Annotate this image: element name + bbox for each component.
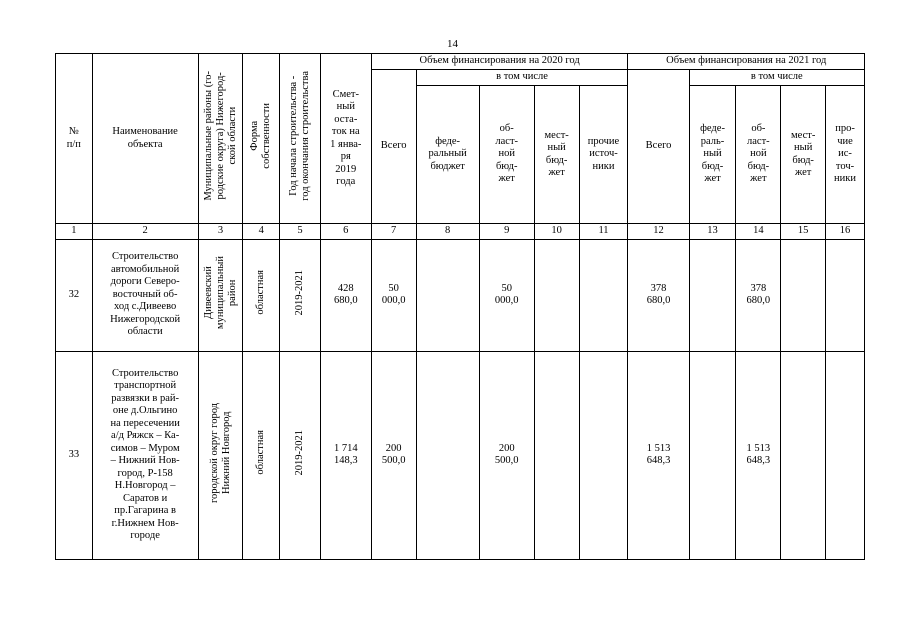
header-num: № п/п (56, 54, 93, 224)
header-fin-2020: Объем финансирования на 2020 год (371, 54, 628, 70)
row-fed-2020 (416, 351, 479, 559)
column-number: 16 (826, 224, 865, 240)
row-reg-2020: 50 000,0 (479, 239, 534, 351)
row-loc-2020 (534, 239, 579, 351)
header-years: Год начала строительства - год окончания строительства (280, 54, 321, 224)
header-loc-2020: мест- ный бюд- жет (534, 86, 579, 224)
column-number: 13 (689, 224, 736, 240)
column-number: 8 (416, 224, 479, 240)
column-number: 2 (92, 224, 198, 240)
row-oth-2020 (579, 239, 628, 351)
row-district: городской округ город Нижний Новгород (198, 351, 243, 559)
row-num: 32 (56, 239, 93, 351)
row-oth-2021 (826, 239, 865, 351)
header-fed-2020: феде- ральный бюджет (416, 86, 479, 224)
row-total-2021: 378 680,0 (628, 239, 689, 351)
header-fin-2021: Объем финансирования на 2021 год (628, 54, 865, 70)
row-total-2020: 50 000,0 (371, 239, 416, 351)
column-number: 4 (243, 224, 280, 240)
financing-table (55, 53, 865, 560)
header-total-2020: Всего (371, 70, 416, 224)
header-oth-2021: про- чие ис- точ- ники (826, 86, 865, 224)
row-oth-2021 (826, 351, 865, 559)
row-oth-2020 (579, 351, 628, 559)
header-fed-2021: феде- раль- ный бюд- жет (689, 86, 736, 224)
column-number: 6 (320, 224, 371, 240)
column-number: 12 (628, 224, 689, 240)
header-row-top (56, 54, 865, 70)
header-including-2021: в том числе (689, 70, 864, 86)
column-number: 9 (479, 224, 534, 240)
row-balance: 1 714 148,3 (320, 351, 371, 559)
header-district: Муниципальные районы (го- родские округа) Нижегород- ской области (198, 54, 243, 224)
column-number: 10 (534, 224, 579, 240)
column-number: 11 (579, 224, 628, 240)
row-ownership: областная (243, 351, 280, 559)
row-district: Дивеевский муниципальный район (198, 239, 243, 351)
row-years: 2019-2021 (280, 351, 321, 559)
header-oth-2020: прочие источ- ники (579, 86, 628, 224)
row-total-2020: 200 500,0 (371, 351, 416, 559)
header-loc-2021: мест- ный бюд- жет (781, 86, 826, 224)
header-reg-2021: об- ласт- ной бюд- жет (736, 86, 781, 224)
table-row (56, 239, 865, 351)
column-number: 7 (371, 224, 416, 240)
row-loc-2021 (781, 351, 826, 559)
header-including-2020: в том числе (416, 70, 628, 86)
row-fed-2021 (689, 239, 736, 351)
row-reg-2021: 1 513 648,3 (736, 351, 781, 559)
row-ownership: областная (243, 239, 280, 351)
column-number-row (56, 224, 865, 240)
row-fed-2021 (689, 351, 736, 559)
row-fed-2020 (416, 239, 479, 351)
row-total-2021: 1 513 648,3 (628, 351, 689, 559)
column-number: 14 (736, 224, 781, 240)
row-name: Строительство транспортной развязки в рай- оне д.Ольгино на пересечении а/д Ряжск – Ка- симов – Муром – Нижний Нов- город, Р-158 Н.Новгород – Саратов и пр.Гагарина в г.Нижнем Нов- городе (92, 351, 198, 559)
column-number: 5 (280, 224, 321, 240)
header-reg-2020: об- ласт- ной бюд- жет (479, 86, 534, 224)
header-ownership: Форма собственности (243, 54, 280, 224)
table-row (56, 351, 865, 559)
row-name: Строительство автомобильной дороги Северо- восточный об- ход с.Дивеево Нижегородской области (92, 239, 198, 351)
header-balance: Смет- ный оста- ток на 1 янва- ря 2019 года (320, 54, 371, 224)
row-reg-2020: 200 500,0 (479, 351, 534, 559)
row-num: 33 (56, 351, 93, 559)
row-balance: 428 680,0 (320, 239, 371, 351)
row-years: 2019-2021 (280, 239, 321, 351)
row-loc-2021 (781, 239, 826, 351)
header-name: Наименование объекта (92, 54, 198, 224)
row-reg-2021: 378 680,0 (736, 239, 781, 351)
column-number: 3 (198, 224, 243, 240)
page-number: 14 (447, 38, 458, 50)
column-number: 1 (56, 224, 93, 240)
row-loc-2020 (534, 351, 579, 559)
column-number: 15 (781, 224, 826, 240)
header-total-2021: Всего (628, 70, 689, 224)
